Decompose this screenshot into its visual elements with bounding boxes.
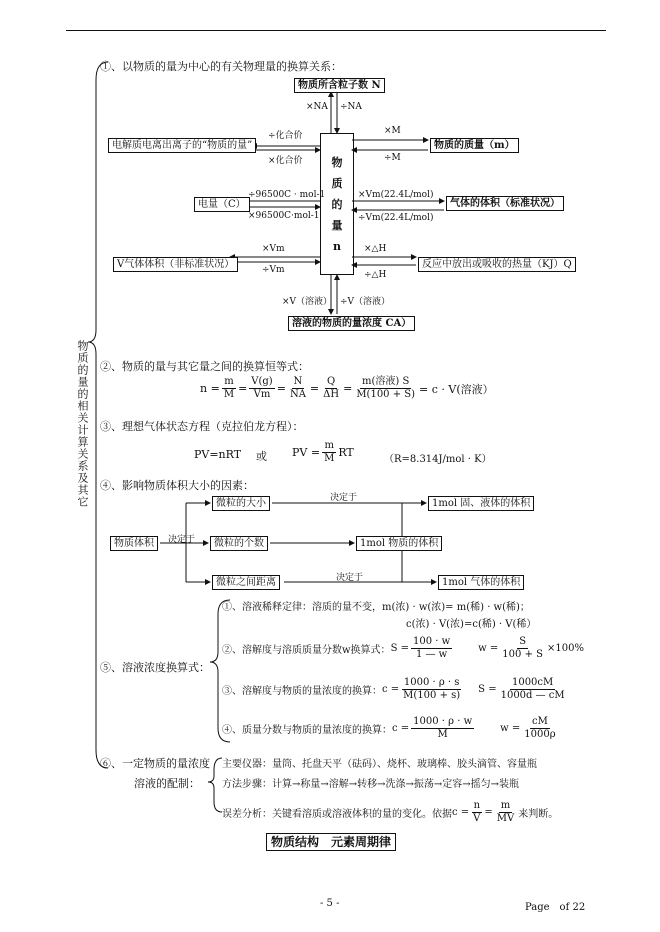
decide-small: 决定于 — [168, 535, 196, 545]
bottom-left-label: ×V（溶液） — [282, 297, 333, 307]
center-box — [320, 133, 354, 275]
one-mol-box: 1mol 物质的体积 — [356, 536, 442, 551]
l3-f1-num: 1000 · ρ · s — [403, 677, 460, 688]
pv-left: PV = — [292, 446, 321, 459]
top-up-label: ×NA — [306, 102, 328, 112]
bottom-right-label: ÷V（溶液） — [340, 297, 391, 307]
l2-w: w = — [478, 643, 499, 654]
f5-num: m(溶液) S — [362, 376, 410, 387]
sec5-heading: ⑤、溶液浓度换算式： — [100, 661, 210, 674]
i3-f2-den: MV — [496, 813, 515, 824]
sec2-heading: ②、物质的量与其它量之间的换算恒等式： — [100, 360, 309, 373]
l4-f2-den: 1000ρ — [524, 729, 556, 740]
l4-c: c = — [392, 723, 410, 734]
sec4-heading: ④、影响物质体积大小的因素： — [100, 479, 254, 492]
l3-c: c = — [382, 684, 400, 695]
pv-nrt: PV=nRT — [194, 448, 242, 461]
f2-den: Vm — [253, 389, 271, 400]
sec5-line4 — [222, 716, 560, 741]
i3-f1-den: V — [473, 813, 481, 824]
left3-box: V气体体积（非标准状况） — [113, 257, 238, 272]
volume-box: 物质体积 — [110, 536, 158, 551]
left3-top-label: ×Vm — [262, 244, 285, 254]
sec5-line1a: ①、溶液稀释定律：溶质的量不变，m(浓) · w(浓)= m(稀) · w(稀)； — [222, 602, 530, 613]
right1-box: 物质的质量（m） — [430, 138, 519, 153]
l4-f1-num: 1000 · ρ · w — [413, 716, 473, 727]
l3-f1-den: M(100 + s) — [403, 690, 461, 701]
right3-top-label: ×△H — [364, 244, 387, 254]
sec6-heading-2: 溶液的配制： — [134, 777, 200, 790]
side-title: 物质的量的相关计算关系及其它 — [76, 340, 89, 508]
f2-num: V(g) — [251, 376, 273, 387]
pv-formula — [292, 440, 354, 465]
right2-top-label: ×Vm(22.4L/mol) — [358, 190, 434, 200]
l4-w: w = — [500, 723, 521, 734]
l2-text: ②、溶解度与溶质质量分数w换算式： — [222, 645, 391, 656]
decide-label-2: 决定于 — [336, 573, 364, 583]
left1-box: 电解质电离出离子的“物质的量” — [108, 138, 256, 153]
l4-f2-num: cM — [532, 716, 548, 727]
l3-f2-num: 1000cM — [511, 677, 554, 688]
size-box: 微粒的大小 — [212, 496, 270, 511]
left3-bottom-label: ÷Vm — [262, 265, 285, 275]
sec2-formula: n = $\frac{m}{M}$ = $\frac{V(g)}{Vm}$ = $\frac{N}{NA}$ = $\frac{Q}{\Delta H}$ = $\frac{\text{m(溶液) S}}{M(100 + S)}$ = c · V(溶液） — [200, 376, 494, 400]
f1-num: m — [224, 376, 234, 387]
decide-label-1: 决定于 — [330, 493, 358, 503]
left2-top-label: ÷96500C · mol-1 — [248, 190, 326, 200]
footer-page-of: Page of 22 — [525, 902, 586, 913]
pv-right: RT — [338, 446, 354, 459]
right2-box: 气体的体积（标准状况） — [446, 196, 564, 211]
pv-num: m — [324, 440, 334, 451]
or-text: 或 — [256, 450, 267, 463]
f1-den: M — [223, 389, 235, 400]
l2-f1-den: 1 — w — [415, 649, 448, 660]
l2-s: S = — [390, 643, 409, 654]
sec5-line1b: c(浓) · V(浓)=c(稀) · V(稀） — [406, 619, 537, 630]
top-box: 物质所含粒子数 N — [294, 78, 385, 93]
left1-bottom-label: ×化合价 — [268, 156, 303, 166]
i3-tail: 来判断。 — [518, 809, 559, 820]
l3-s: S = — [478, 684, 497, 695]
sec5-line2 — [222, 636, 584, 661]
l4-text: ④、质量分数与物质的量浓度的换算： — [222, 725, 392, 736]
l3-f2-den: 1000d — cM — [500, 690, 565, 701]
distance-box: 微粒之间距离 — [212, 575, 280, 590]
top-down-label: ÷NA — [340, 102, 362, 112]
l2-tail: ×100% — [546, 643, 584, 654]
sec1-heading: ①、以物质的量为中心的有关物理量的换算关系： — [100, 60, 342, 73]
l3-text: ③、溶解度与物质的量浓度的换算： — [222, 686, 382, 697]
pv-den: M — [324, 453, 335, 464]
l2-f2-den: 100 + S — [502, 649, 543, 660]
n-eq: n = — [200, 382, 220, 395]
l2-f1-num: 100 · w — [412, 636, 451, 647]
sec6-item-2: 方法步骤：计算→称量→溶解→转移→洗涤→振荡→定容→摇匀→装瓶 — [222, 779, 520, 790]
left1-top-label: ÷化合价 — [268, 131, 303, 141]
bottom-box: 溶液的物质的量浓度 CA） — [288, 316, 415, 331]
solid-liquid-box: 1mol 固、液体的体积 — [428, 496, 534, 511]
l4-f1-den: M — [437, 729, 448, 740]
right3-bottom-label: ÷△H — [364, 270, 387, 280]
center-char: 的 — [331, 197, 343, 211]
right2-bottom-label: ÷Vm(22.4L/mol) — [358, 213, 434, 223]
center-char: 质 — [331, 176, 343, 190]
footer-page-number: - 5 - — [320, 898, 340, 909]
f4-den: ΔH — [323, 389, 340, 400]
sec3-heading: ③、理想气体状态方程（克拉伯龙方程）： — [100, 420, 304, 433]
center-char: 量 — [331, 218, 343, 232]
right1-top-label: ×M — [384, 126, 401, 136]
left2-box: 电量（C） — [194, 197, 250, 212]
sec6-heading-1: ⑥、一定物质的量浓度 — [100, 757, 210, 770]
sec6-item-1: 主要仪器：量筒、托盘天平（砝码）、烧杯、玻璃棒、胶头滴管、容量瓶 — [222, 759, 537, 770]
i3-f2-num: m — [500, 800, 511, 811]
f4-num: Q — [327, 376, 336, 387]
f5-den: M(100 + S) — [356, 389, 416, 400]
i3-text: 误差分析：关键看溶质或溶液体积的量的变化。依据 — [222, 809, 452, 820]
right3-box: 反应中放出或吸收的热量（KJ）Q — [418, 257, 576, 272]
i3-f1-num: n — [473, 800, 481, 811]
f3-den: NA — [289, 389, 306, 400]
center-char: 物 — [331, 155, 343, 169]
center-char: n — [333, 239, 341, 253]
f3-num: N — [293, 376, 303, 387]
gas-box: 1mol 气体的体积 — [438, 575, 524, 590]
sec2-tail: = c · V(溶液） — [419, 382, 494, 396]
section-title: 物质结构 元素周期律 — [266, 833, 396, 851]
left2-bottom-label: ×96500C·mol-1 — [248, 211, 320, 221]
l2-f2-num: S — [519, 636, 527, 647]
i3-c: c = — [452, 807, 470, 818]
i3-eq: = — [484, 807, 493, 818]
r-constant: （R=8.314J/mol · K） — [384, 454, 492, 465]
count-box: 微粒的个数 — [210, 536, 268, 551]
sec5-line3 — [222, 677, 569, 702]
sec6-item-3 — [222, 800, 558, 825]
right1-bottom-label: ÷M — [384, 153, 401, 163]
